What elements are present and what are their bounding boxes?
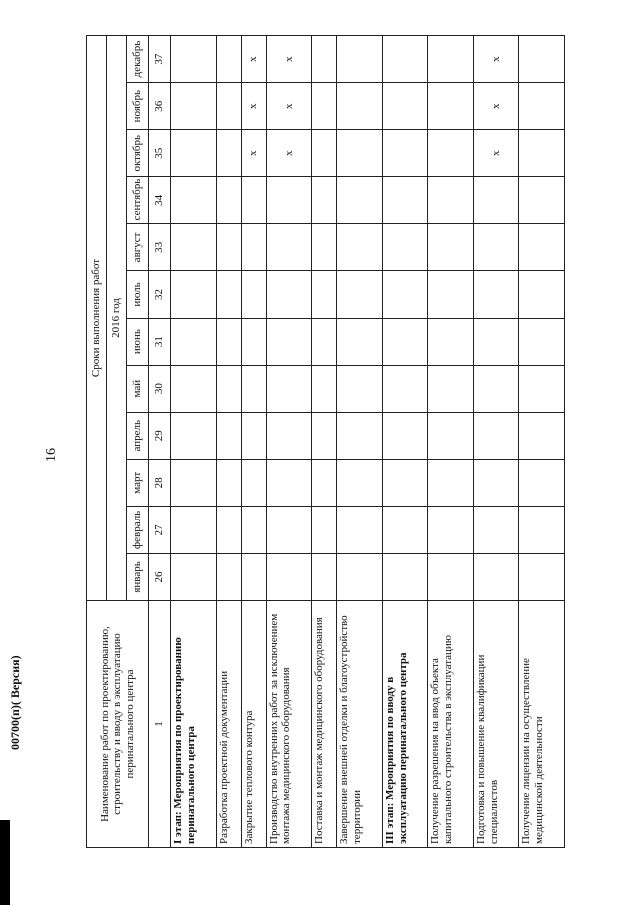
schedule-cell: x: [473, 130, 519, 177]
column-number: 36: [149, 83, 171, 130]
schedule-cell: [473, 506, 519, 553]
column-number: 35: [149, 130, 171, 177]
schedule-cell: [337, 177, 383, 224]
column-number: 27: [149, 506, 171, 553]
month-header: июль: [127, 271, 149, 318]
schedule-cell: [428, 365, 474, 412]
month-header: сентябрь: [127, 177, 149, 224]
schedule-cell: x: [241, 130, 266, 177]
month-header: июнь: [127, 318, 149, 365]
schedule-cell: [473, 365, 519, 412]
table-row: [382, 36, 428, 848]
schedule-cell: x: [266, 36, 312, 83]
month-header: май: [127, 365, 149, 412]
schedule-cell: [382, 224, 428, 271]
month-header: декабрь: [127, 36, 149, 83]
schedule-cell: [216, 365, 241, 412]
schedule-cell: [382, 177, 428, 224]
month-header: апрель: [127, 412, 149, 459]
schedule-cell: [241, 553, 266, 600]
schedule-cell: [216, 130, 241, 177]
column-number: 31: [149, 318, 171, 365]
schedule-cell: [216, 224, 241, 271]
schedule-cell: [171, 177, 217, 224]
schedule-cell: [241, 271, 266, 318]
row-name: I этап: Мероприятия по проектированию перинатального центра: [171, 601, 217, 848]
table-row: [171, 36, 217, 848]
schedule-cell: [428, 412, 474, 459]
table-row: [428, 36, 474, 848]
schedule-cell: [241, 224, 266, 271]
schedule-cell: [428, 318, 474, 365]
schedule-cell: [266, 271, 312, 318]
row-name: Завершение внешней отделки и благоустройство территории: [337, 601, 383, 848]
schedule-cell: [519, 318, 565, 365]
row-name: Подготовка и повышение квалификации специалистов: [473, 601, 519, 848]
schedule-cell: [473, 459, 519, 506]
schedule-cell: [428, 459, 474, 506]
schedule-cell: [171, 130, 217, 177]
month-header: январь: [127, 553, 149, 600]
schedule-cell: [171, 459, 217, 506]
schedule-cell: [382, 271, 428, 318]
schedule-cell: [428, 553, 474, 600]
schedule-cell: x: [266, 83, 312, 130]
schedule-cell: [519, 224, 565, 271]
schedule-cell: [312, 224, 337, 271]
schedule-cell: [312, 553, 337, 600]
schedule-cell: [216, 459, 241, 506]
schedule-cell: [266, 177, 312, 224]
schedule-cell: [428, 130, 474, 177]
column-number: 26: [149, 553, 171, 600]
schedule-cell: [171, 506, 217, 553]
schedule-cell: [312, 271, 337, 318]
schedule-cell: [337, 365, 383, 412]
table-row: [312, 36, 337, 848]
schedule-cell: [171, 553, 217, 600]
schedule-cell: [241, 365, 266, 412]
column-number: 1: [149, 601, 171, 848]
schedule-cell: [241, 177, 266, 224]
schedule-cell: [241, 506, 266, 553]
schedule-cell: [473, 224, 519, 271]
schedule-cell: [312, 365, 337, 412]
schedule-cell: [428, 83, 474, 130]
schedule-cell: [382, 506, 428, 553]
schedule-cell: [171, 412, 217, 459]
schedule-cell: [312, 412, 337, 459]
column-number: 33: [149, 224, 171, 271]
schedule-cell: [171, 271, 217, 318]
row-name: Производство внутренних работ за исключением монтажа медицинского оборудования: [266, 601, 312, 848]
column-number: 34: [149, 177, 171, 224]
schedule-cell: [473, 412, 519, 459]
schedule-cell: [519, 271, 565, 318]
schedule-cell: [171, 365, 217, 412]
table-row: [266, 36, 312, 848]
schedule-cell: [266, 459, 312, 506]
schedule-cell: [266, 553, 312, 600]
page-number: 16: [44, 448, 59, 462]
schedule-cell: [382, 412, 428, 459]
name-column-header: Наименование работ по проектированию, строительству и вводу в эксплуатацию перинатального центра: [87, 601, 149, 848]
schedule-cell: [519, 506, 565, 553]
schedule-table-container: [86, 35, 565, 848]
schedule-cell: [519, 365, 565, 412]
schedule-cell: x: [241, 83, 266, 130]
table-row: [216, 36, 241, 848]
schedule-cell: [382, 365, 428, 412]
row-name: Поставка и монтаж медицинского оборудования: [312, 601, 337, 848]
schedule-cell: [241, 318, 266, 365]
schedule-cell: [266, 224, 312, 271]
schedule-cell: [312, 83, 337, 130]
schedule-cell: x: [266, 130, 312, 177]
schedule-cell: [428, 36, 474, 83]
schedule-cell: [519, 83, 565, 130]
schedule-cell: [337, 412, 383, 459]
schedule-cell: x: [473, 36, 519, 83]
schedule-cell: [171, 318, 217, 365]
schedule-cell: [337, 130, 383, 177]
schedule-cell: [382, 130, 428, 177]
table-row: [473, 36, 519, 848]
schedule-cell: [216, 506, 241, 553]
schedule-cell: [312, 177, 337, 224]
schedule-cell: [171, 36, 217, 83]
schedule-cell: [312, 506, 337, 553]
schedule-cell: [337, 553, 383, 600]
schedule-cell: [216, 177, 241, 224]
schedule-cell: [216, 412, 241, 459]
year-header: 2016 год: [107, 36, 127, 601]
table-row: [337, 36, 383, 848]
schedule-cell: [428, 224, 474, 271]
column-number: 37: [149, 36, 171, 83]
schedule-cell: [337, 36, 383, 83]
schedule-cell: [216, 83, 241, 130]
schedule-cell: [382, 36, 428, 83]
schedule-cell: [216, 553, 241, 600]
schedule-cell: [473, 553, 519, 600]
schedule-cell: [473, 318, 519, 365]
schedule-cell: [519, 36, 565, 83]
column-number: 28: [149, 459, 171, 506]
month-header: ноябрь: [127, 83, 149, 130]
schedule-cell: [337, 224, 383, 271]
column-number: 30: [149, 365, 171, 412]
schedule-cell: [337, 459, 383, 506]
schedule-cell: [337, 506, 383, 553]
schedule-cell: [216, 318, 241, 365]
schedule-cell: [519, 177, 565, 224]
schedule-cell: [337, 271, 383, 318]
scan-edge-bar: [0, 820, 10, 905]
month-header: август: [127, 224, 149, 271]
table-row: [519, 36, 565, 848]
schedule-cell: [266, 318, 312, 365]
schedule-cell: [312, 459, 337, 506]
table-row: [241, 36, 266, 848]
schedule-cell: [519, 553, 565, 600]
schedule-rows: [171, 36, 565, 848]
footer-code: 00700(п)( Версия): [8, 655, 22, 750]
schedule-cell: [382, 83, 428, 130]
schedule-cell: [519, 412, 565, 459]
column-numbers-row: [149, 36, 171, 848]
schedule-cell: [312, 318, 337, 365]
month-header: февраль: [127, 506, 149, 553]
row-name: Разработка проектной документации: [216, 601, 241, 848]
schedule-table: [86, 35, 565, 848]
schedule-cell: [519, 459, 565, 506]
schedule-cell: [312, 130, 337, 177]
schedule-cell: [428, 177, 474, 224]
row-name: Получение лицензии на осуществление медицинской деятельности: [519, 601, 565, 848]
schedule-cell: [382, 553, 428, 600]
schedule-cell: x: [473, 83, 519, 130]
schedule-cell: [428, 506, 474, 553]
schedule-cell: [312, 36, 337, 83]
column-number: 29: [149, 412, 171, 459]
schedule-cell: [428, 271, 474, 318]
schedule-cell: [241, 412, 266, 459]
schedule-cell: [266, 365, 312, 412]
row-name: Получение разрешения на ввод объекта капитального строительства в эксплуатацию: [428, 601, 474, 848]
schedule-cell: [171, 224, 217, 271]
month-header: октябрь: [127, 130, 149, 177]
schedule-cell: [241, 459, 266, 506]
row-name: Закрытие теплового контура: [241, 601, 266, 848]
row-name: III этап: Мероприятия по вводу в эксплуатацию перинатального центра: [382, 601, 428, 848]
month-header: март: [127, 459, 149, 506]
schedule-cell: [382, 318, 428, 365]
schedule-cell: [266, 506, 312, 553]
schedule-cell: [473, 177, 519, 224]
schedule-cell: [519, 130, 565, 177]
schedule-cell: [216, 271, 241, 318]
schedule-cell: [337, 83, 383, 130]
schedule-cell: [266, 412, 312, 459]
column-number: 32: [149, 271, 171, 318]
group-header: Сроки выполнения работ: [87, 36, 107, 601]
schedule-cell: x: [241, 36, 266, 83]
schedule-cell: [382, 459, 428, 506]
schedule-cell: [473, 271, 519, 318]
schedule-cell: [216, 36, 241, 83]
schedule-cell: [337, 318, 383, 365]
schedule-cell: [171, 83, 217, 130]
